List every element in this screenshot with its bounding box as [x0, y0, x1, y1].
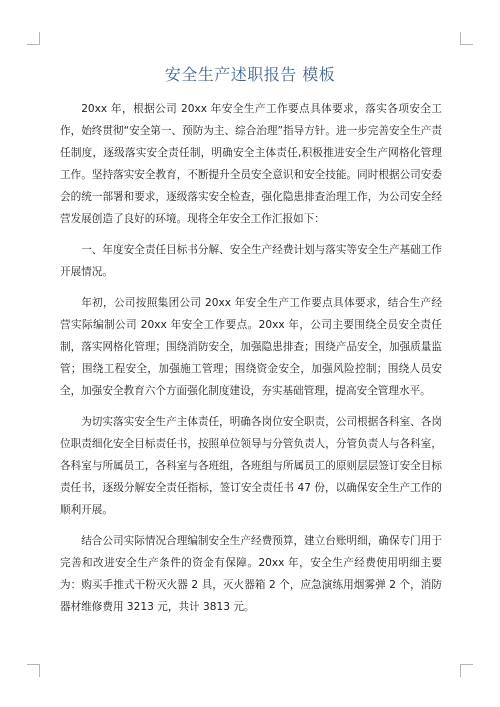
paragraph-annual-plan: 年初，公司按照集团公司 20xx 年安全生产工作要点具体要求，结合生产经营实际编制公司 20xx 年安全工作要点。20xx 年，公司主要围绕全员安全责任制，落实网格化管理；围绕消防安全，加强隐患排查；围绕产品安全，加强质量监管；围绕工程安全，加强施工管理；围绕资金安全，加强风险控制；围绕人员安全，加强安全教育六个方面强化制度建设，夯实基础管理，提高安全管理水平。	[60, 297, 442, 397]
paragraph-intro: 20xx 年，根据公司 20xx 年安全生产工作要点具体要求，落实各项安全工作，始终贯彻“安全第一、预防为主、综合治理”指导方针。进一步完善安全生产责任制度，逐级落实安全责任制，明确安全主体责任,积极推进安全生产网格化管理工作。坚持落实安全教育，不断提升全员安全意识和安全技能。同时根据公司安委会的统一部署和要求，逐级落实安全检查，强化隐患排查治理工作，为公司安全经营发展创造了良好的环境。现将全年安全工作汇报如下：	[60, 103, 442, 225]
document-title: 安全生产述职报告 模板	[164, 65, 336, 84]
document-body	[60, 98, 442, 627]
crop-mark-bottom-right	[460, 664, 473, 677]
paragraph-section-heading: 一、年度安全责任目标书分解、安全生产经费计划与落实等安全生产基础工作开展情况。	[60, 244, 442, 278]
crop-mark-top-right	[460, 32, 473, 45]
paragraph-responsibility: 为切实落实安全生产主体责任，明确各岗位安全职责，公司根据各科室、各岗位职责细化安全目标责任书，按照单位领导与分管负责人，分管负责人与各科室，各科室与所属员工，各科室与各班组，各班组与所属员工的原则层层签订安全目标责任书，逐级分解安全责任指标，签订安全责任书 47 份，以确保安全生产工作的顺利开展。	[60, 416, 442, 516]
paragraph-funding: 结合公司实际情况合理编制安全生产经费预算，建立台账明细，确保专门用于完善和改进安全生产条件的资金有保障。20xx 年，安全生产经费使用明细主要为：购买手推式干粉灭火器 2 具，灭火器箱 2 个，应急演练用烟雾弹 2 个，消防器材维修费用 3213 元，共计 3813 元。	[60, 535, 442, 613]
crop-mark-top-left	[27, 32, 40, 45]
crop-mark-bottom-left	[27, 664, 40, 677]
